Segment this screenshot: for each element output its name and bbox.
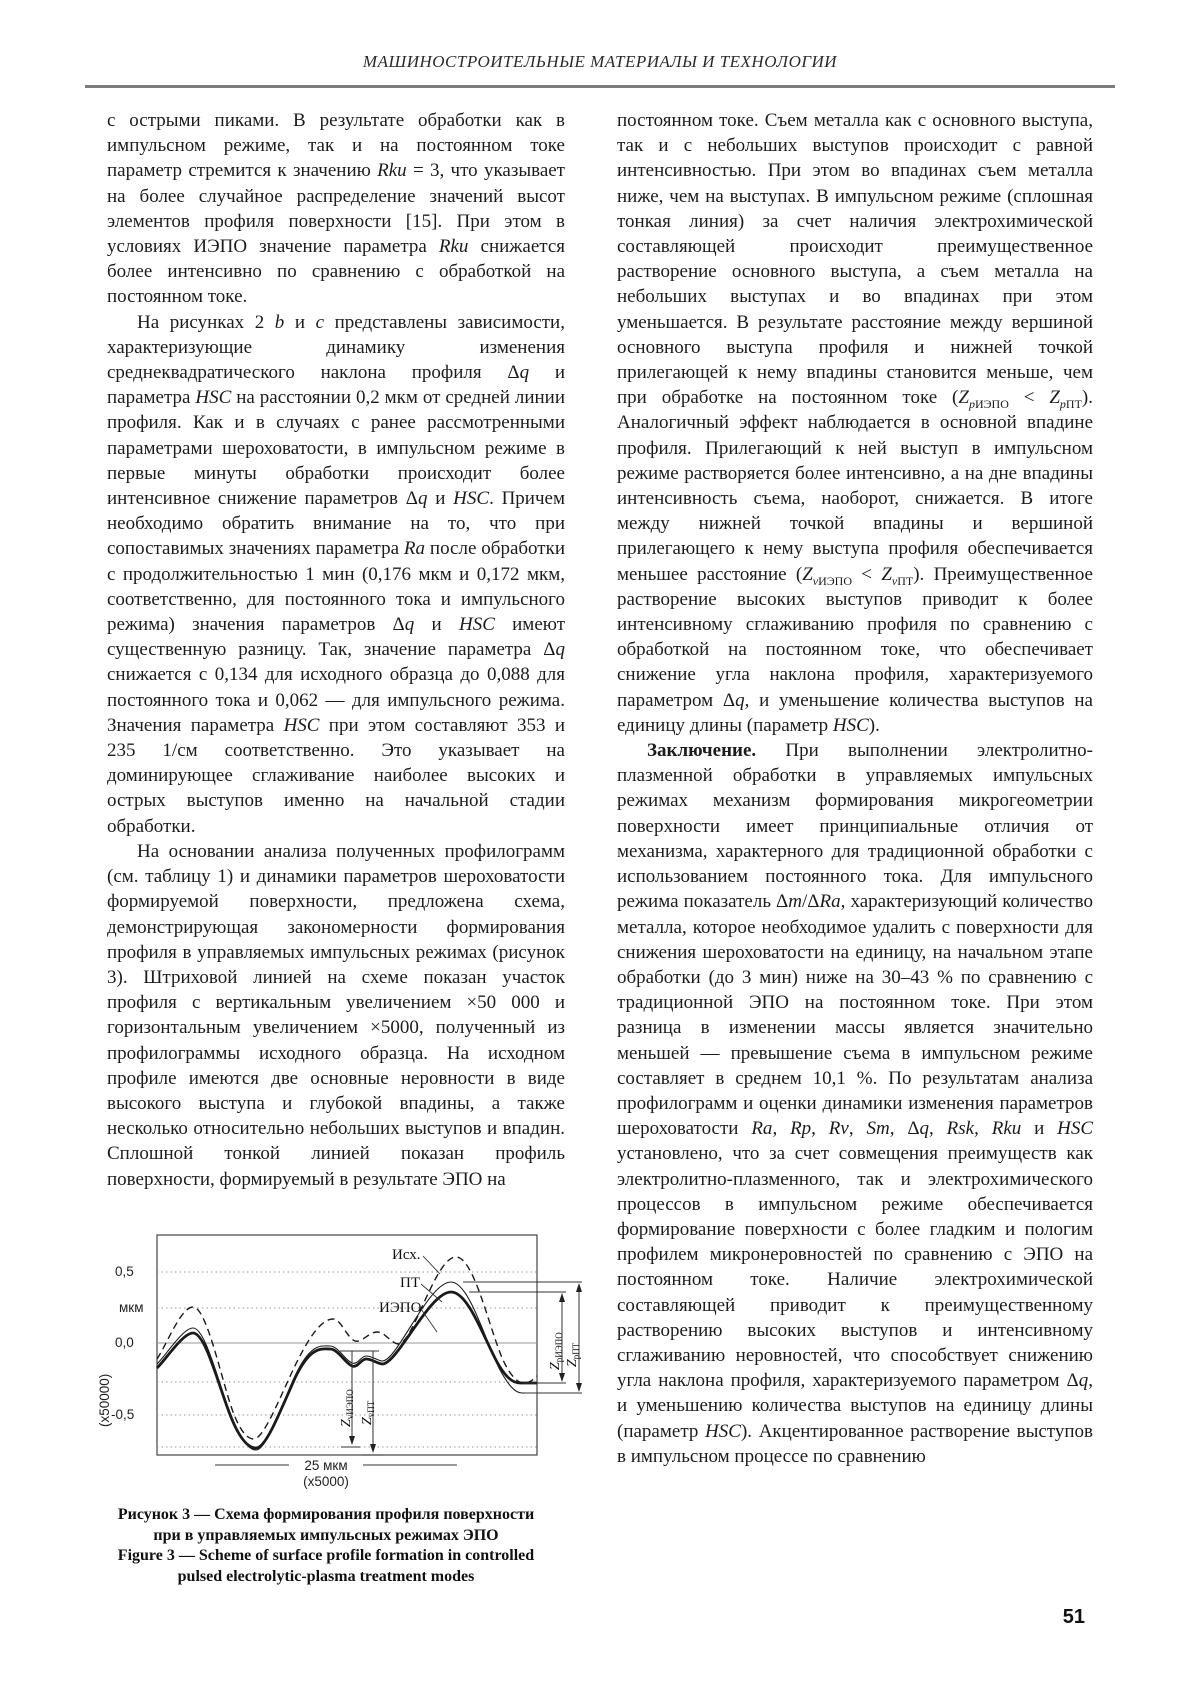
- paragraph: Заключение. При выполнении электролитно-плазменной обработки в управляемых импульсных режимах механизм формирования микрогеометрии поверхности имеет принципиальные отличия от механизма, характерного для традиционной обработки с использованием постоянного тока. Для импульсного режима показатель Δm/ΔRa, характеризующий количество металла, которое необходимое удалить с поверхности для снижения шероховатости на единицу, на начальном этапе обработки (до 3 мин) ниже на 30–43 % по сравнению с традиционной ЭПО на постоянном токе. При этом разница в изменении массы является значительно меньшей — превышение съема в импульсном режиме составляет в среднем 10,1 %. По результатам анализа профилограмм и оценки динамики изменения параметров шероховатости Ra, Rp, Rv, Sm, Δq, Rsk, Rku и HSC установлено, что за счет совмещения преимуществ как электролитно-плазменного, так и электрохимического процессов в импульсном режиме обеспечивается формирование поверхности с более гладким и пологим профилем микронеровностей по сравнению с ЭПО на постоянном токе. Наличие электрохимической составляющей приводит к преимущественному растворению высоких выступов и интенсивному сглаживанию неровностей, что способствует снижению угла наклона профиля, характеризуемого параметром Δq, и уменьшению количества выступов на единицу длины (параметр HSC). Акцентированное растворение выступов в импульсном процессе по сравнению: [617, 740, 1094, 1467]
- y-magnification-label: (x50000): [97, 1373, 112, 1427]
- peak-dimension-annotations: [463, 1282, 582, 1393]
- label-initial: Исх.: [392, 1247, 421, 1263]
- figure-3: [95, 1212, 585, 1502]
- caption-line-en-1: Figure 3 — Scheme of surface profile formation in controlled: [117, 1547, 535, 1564]
- x-scale-value: 25 мкм: [304, 1458, 348, 1473]
- caption-line-ru-2: при в управляемых импульсных режимах ЭПО: [153, 1526, 499, 1544]
- running-head: МАШИНОСТРОИТЕЛЬНЫЕ МАТЕРИАЛЫ И ТЕХНОЛОГИИ: [362, 52, 838, 71]
- dim-zp-pt: $Z_{pПТ}$: [565, 1342, 581, 1367]
- dim-zv-iepo: $Z_{vИЭПО}$: [339, 1389, 355, 1427]
- right-column: [617, 108, 1093, 1469]
- label-dc: ПТ: [400, 1275, 420, 1291]
- x-magnification-label: (x5000): [303, 1474, 349, 1489]
- dim-zp-iepo: $Z_{pИЭПО}$: [548, 1332, 564, 1370]
- caption-line-ru-1: Рисунок 3 — Схема формирования профиля поверхности: [117, 1506, 535, 1523]
- header-rule: [85, 85, 1115, 88]
- paragraph: На рисунках 2 b и c представлены зависимости, характеризующие динамику изменения среднеквадратического наклона профиля Δq и параметра HSC на расстоянии 0,2 мкм от средней линии профиля. Как и в случаях с ранее рассмотренными параметрами шероховатости, в импульсном режиме в первые минуты обработки происходит более интенсивное снижение параметров Δq и HSC. Причем необходимо обратить внимание на то, что при сопоставимых значениях параметра Ra после обработки с продолжительностью 1 мин (0,176 мкм и 0,172 мкм, соответственно, для постоянного тока и импульсного режима) значения параметров Δq и HSC имеют существенную разницу. Так, значение параметра Δq снижается с 0,134 для исходного образца до 0,088 для постоянного тока и 0,062 — для импульсного режима. Значения параметра HSC при этом составляют 353 и 235 1/см соответственно. Это указывает на доминирующее сглаживание наиболее высоких и острых выступов именно на начальной стадии обработки.: [107, 311, 566, 837]
- figure-3-chart: [95, 1212, 585, 1502]
- caption-line-en-2: pulsed electrolytic-plasma treatment modes: [177, 1567, 475, 1585]
- figure-3-caption: [95, 1505, 557, 1587]
- dim-zv-pt: $Z_{vПТ}$: [360, 1400, 376, 1425]
- left-column: [107, 108, 565, 1192]
- y-tick-05: 0,5: [115, 1264, 134, 1279]
- valley-dimension-annotations: [339, 1351, 383, 1455]
- page-number: 51: [1062, 1606, 1085, 1628]
- y-axis-labels: [97, 1264, 143, 1427]
- y-tick-00: 0,0: [115, 1335, 134, 1350]
- series-labels: [379, 1247, 442, 1332]
- label-pulsed: ИЭПО: [379, 1300, 422, 1316]
- y-unit-label: мкм: [119, 1300, 144, 1315]
- paragraph: На основании анализа полученных профилограмм (см. таблицу 1) и динамики параметров шероховатости формируемой поверхности, предложена схема, демонстрирующая закономерности формирования профиля в управляемых импульсных режимах (рисунок 3). Штриховой линией на схеме показан участок профиля с вертикальным увеличением ×50 000 и горизонтальным увеличением ×5000, полученный из профилограммы исходного образца. На исходном профиле имеются две основные неровности в виде высокого выступа и глубокой впадины, а также несколько относительно небольших выступов и впадин. Сплошной тонкой линией показан профиль поверхности, формируемый в результате ЭПО на: [107, 840, 565, 1190]
- paragraph: с острыми пиками. В результате обработки как в импульсном режиме, так и на постоянном токе параметр стремится к значению Rku = 3, что указывает на более случайное распределение значений высот элементов профиля поверхности [15]. При этом в условиях ИЭПО значение параметра Rku снижается более интенсивно по сравнению с обработкой на постоянном токе.: [107, 110, 565, 308]
- x-scale-bar: [215, 1458, 457, 1489]
- paragraph: постоянном токе. Съем металла как с основного выступа, так и с небольших выступов происходит с равной интенсивностью. При этом во впадинах съем металла ниже, чем на выступах. В импульсном режиме (сплошная тонкая линия) за счет наличия электрохимической составляющей происходит преимущественное растворение основного выступа, а съем металла на небольших выступах и во впадинах при этом уменьшается. В результате расстояние между вершиной основного выступа профиля и нижней точкой прилегающей к нему впадины становится меньше, чем при обработке на постоянном токе $(Z_{pИЭПО} < Z_{pПТ})$. Аналогичный эффект наблюдается в основной впадине профиля. Прилегающий к ней выступ в импульсном режиме растворяется более интенсивно, а на дне впадины интенсивность съема, наоборот, снижается. В итоге между нижней точкой впадины и вершиной прилегающего к нему выступа профиля обеспечивается меньшее расстояние $(Z_{vИЭПО} < Z_{vПТ})$. Преимущественное растворение высоких выступов приводит к более интенсивному сглаживанию профиля по сравнению с обработкой на постоянном токе, что обеспечивает снижение угла наклона профиля, характеризуемого параметром Δq, и уменьшение количества выступов на единицу длины (параметр HSC).: [617, 110, 1093, 736]
- y-tick-neg05: -0,5: [111, 1407, 135, 1422]
